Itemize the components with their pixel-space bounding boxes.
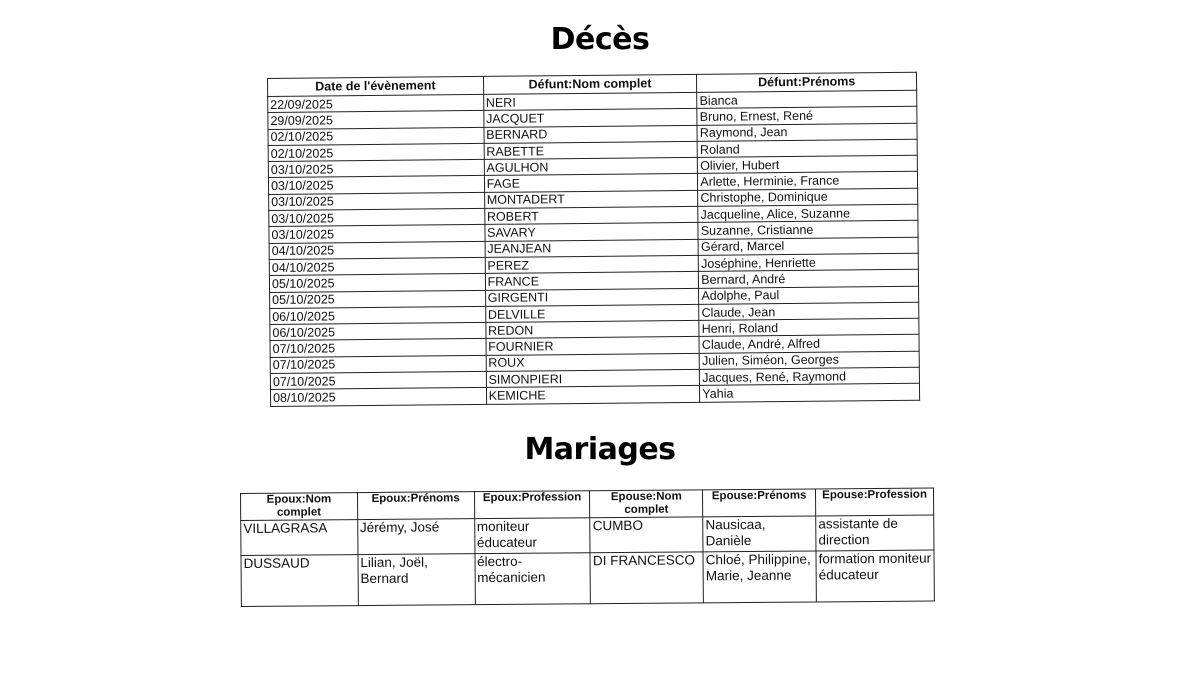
cell-prenoms: Henri, Roland: [699, 318, 919, 336]
cell-date: 07/10/2025: [270, 339, 486, 357]
deces-table: [267, 72, 920, 407]
cell-epoux-prenoms: Lilian, Joël, Bernard: [358, 554, 475, 606]
cell-date: 03/10/2025: [268, 160, 484, 178]
cell-date: 02/10/2025: [268, 127, 484, 145]
cell-prenoms: Joséphine, Henriette: [699, 253, 919, 271]
cell-epouse-prenoms: Nausicaa, Danièle: [703, 516, 816, 552]
cell-nom: SAVARY: [485, 223, 699, 241]
column-header-epouse-nom: Epouse:Nom complet: [590, 490, 703, 518]
cell-prenoms: Gérard, Marcel: [698, 237, 918, 255]
cell-nom: ROUX: [486, 353, 700, 371]
cell-prenoms: Jacques, René, Raymond: [700, 367, 920, 385]
cell-epouse-profession: formation moniteur éducateur: [816, 550, 934, 602]
cell-epouse-profession: assistante de direction: [816, 515, 934, 551]
cell-prenoms: Arlette, Herminie, France: [698, 172, 918, 190]
cell-nom: REDON: [485, 321, 699, 339]
cell-date: 04/10/2025: [269, 257, 485, 275]
cell-date: 22/09/2025: [268, 94, 484, 112]
cell-prenoms: Christophe, Dominique: [698, 188, 918, 206]
column-header-epoux-prenoms: Epoux:Prénoms: [357, 492, 474, 520]
cell-prenoms: Julien, Siméon, Georges: [699, 351, 919, 369]
cell-date: 05/10/2025: [269, 274, 485, 292]
cell-date: 03/10/2025: [269, 225, 485, 243]
cell-prenoms: Suzanne, Cristianne: [698, 221, 918, 239]
cell-prenoms: Raymond, Jean: [697, 123, 917, 141]
mariages-title: Mariages: [524, 432, 676, 467]
cell-nom: ROBERT: [484, 206, 698, 224]
cell-nom: JACQUET: [483, 109, 697, 127]
cell-date: 05/10/2025: [270, 290, 486, 308]
deces-title: Décès: [550, 22, 650, 57]
cell-date: 03/10/2025: [268, 176, 484, 194]
cell-prenoms: Bianca: [697, 90, 917, 108]
cell-epouse-nom: DI FRANCESCO: [590, 552, 703, 604]
cell-nom: NERI: [483, 92, 697, 110]
cell-nom: KEMICHE: [486, 386, 700, 404]
cell-nom: BERNARD: [484, 125, 698, 143]
cell-epoux-profession: électro-mécanicien: [474, 553, 590, 605]
table-row: [241, 550, 934, 606]
cell-date: 06/10/2025: [270, 306, 486, 324]
cell-nom: FRANCE: [485, 272, 699, 290]
cell-nom: DELVILLE: [485, 304, 699, 322]
column-header-epoux-profession: Epoux:Profession: [474, 491, 590, 519]
cell-nom: GIRGENTI: [485, 288, 699, 306]
cell-date: 29/09/2025: [268, 111, 484, 129]
cell-epouse-nom: CUMBO: [590, 517, 703, 553]
cell-prenoms: Claude, Jean: [699, 302, 919, 320]
cell-prenoms: Jacqueline, Alice, Suzanne: [698, 204, 918, 222]
cell-epoux-prenoms: Jérémy, José: [357, 519, 474, 555]
cell-date: 07/10/2025: [270, 371, 486, 389]
cell-nom: JEANJEAN: [485, 239, 699, 257]
cell-epoux-nom: VILLAGRASA: [241, 520, 358, 556]
cell-date: 03/10/2025: [269, 208, 485, 226]
cell-date: 03/10/2025: [269, 192, 485, 210]
cell-prenoms: Olivier, Hubert: [698, 155, 918, 173]
column-header-date: Date de l'évènement: [268, 76, 484, 96]
column-header-nom: Défunt:Nom complet: [483, 74, 697, 94]
column-header-epouse-prenoms: Epouse:Prénoms: [703, 489, 816, 517]
table-row: [241, 515, 934, 555]
cell-nom: RABETTE: [484, 141, 698, 159]
cell-date: 04/10/2025: [269, 241, 485, 259]
cell-date: 02/10/2025: [268, 143, 484, 161]
column-header-epouse-profession: Epouse:Profession: [816, 488, 934, 516]
cell-prenoms: Adolphe, Paul: [699, 286, 919, 304]
column-header-prenoms: Défunt:Prénoms: [697, 72, 917, 92]
cell-prenoms: Yahia: [700, 384, 920, 402]
column-header-epoux-nom: Epoux:Nom complet: [241, 493, 358, 521]
cell-nom: AGULHON: [484, 158, 698, 176]
mariages-table: [240, 488, 935, 607]
cell-nom: MONTADERT: [484, 190, 698, 208]
cell-nom: PEREZ: [485, 255, 699, 273]
cell-date: 06/10/2025: [270, 323, 486, 341]
cell-prenoms: Claude, André, Alfred: [699, 335, 919, 353]
cell-nom: SIMONPIERI: [486, 369, 700, 387]
cell-date: 07/10/2025: [270, 355, 486, 373]
cell-prenoms: Bruno, Ernest, René: [697, 107, 917, 125]
cell-nom: FOURNIER: [486, 337, 700, 355]
cell-epoux-nom: DUSSAUD: [241, 555, 358, 607]
cell-date: 08/10/2025: [270, 388, 486, 406]
cell-epouse-prenoms: Chloé, Philippine, Marie, Jeanne: [703, 551, 816, 603]
cell-prenoms: Bernard, André: [699, 270, 919, 288]
cell-nom: FAGE: [484, 174, 698, 192]
cell-prenoms: Roland: [697, 139, 917, 157]
cell-epoux-profession: moniteur éducateur: [474, 518, 590, 554]
